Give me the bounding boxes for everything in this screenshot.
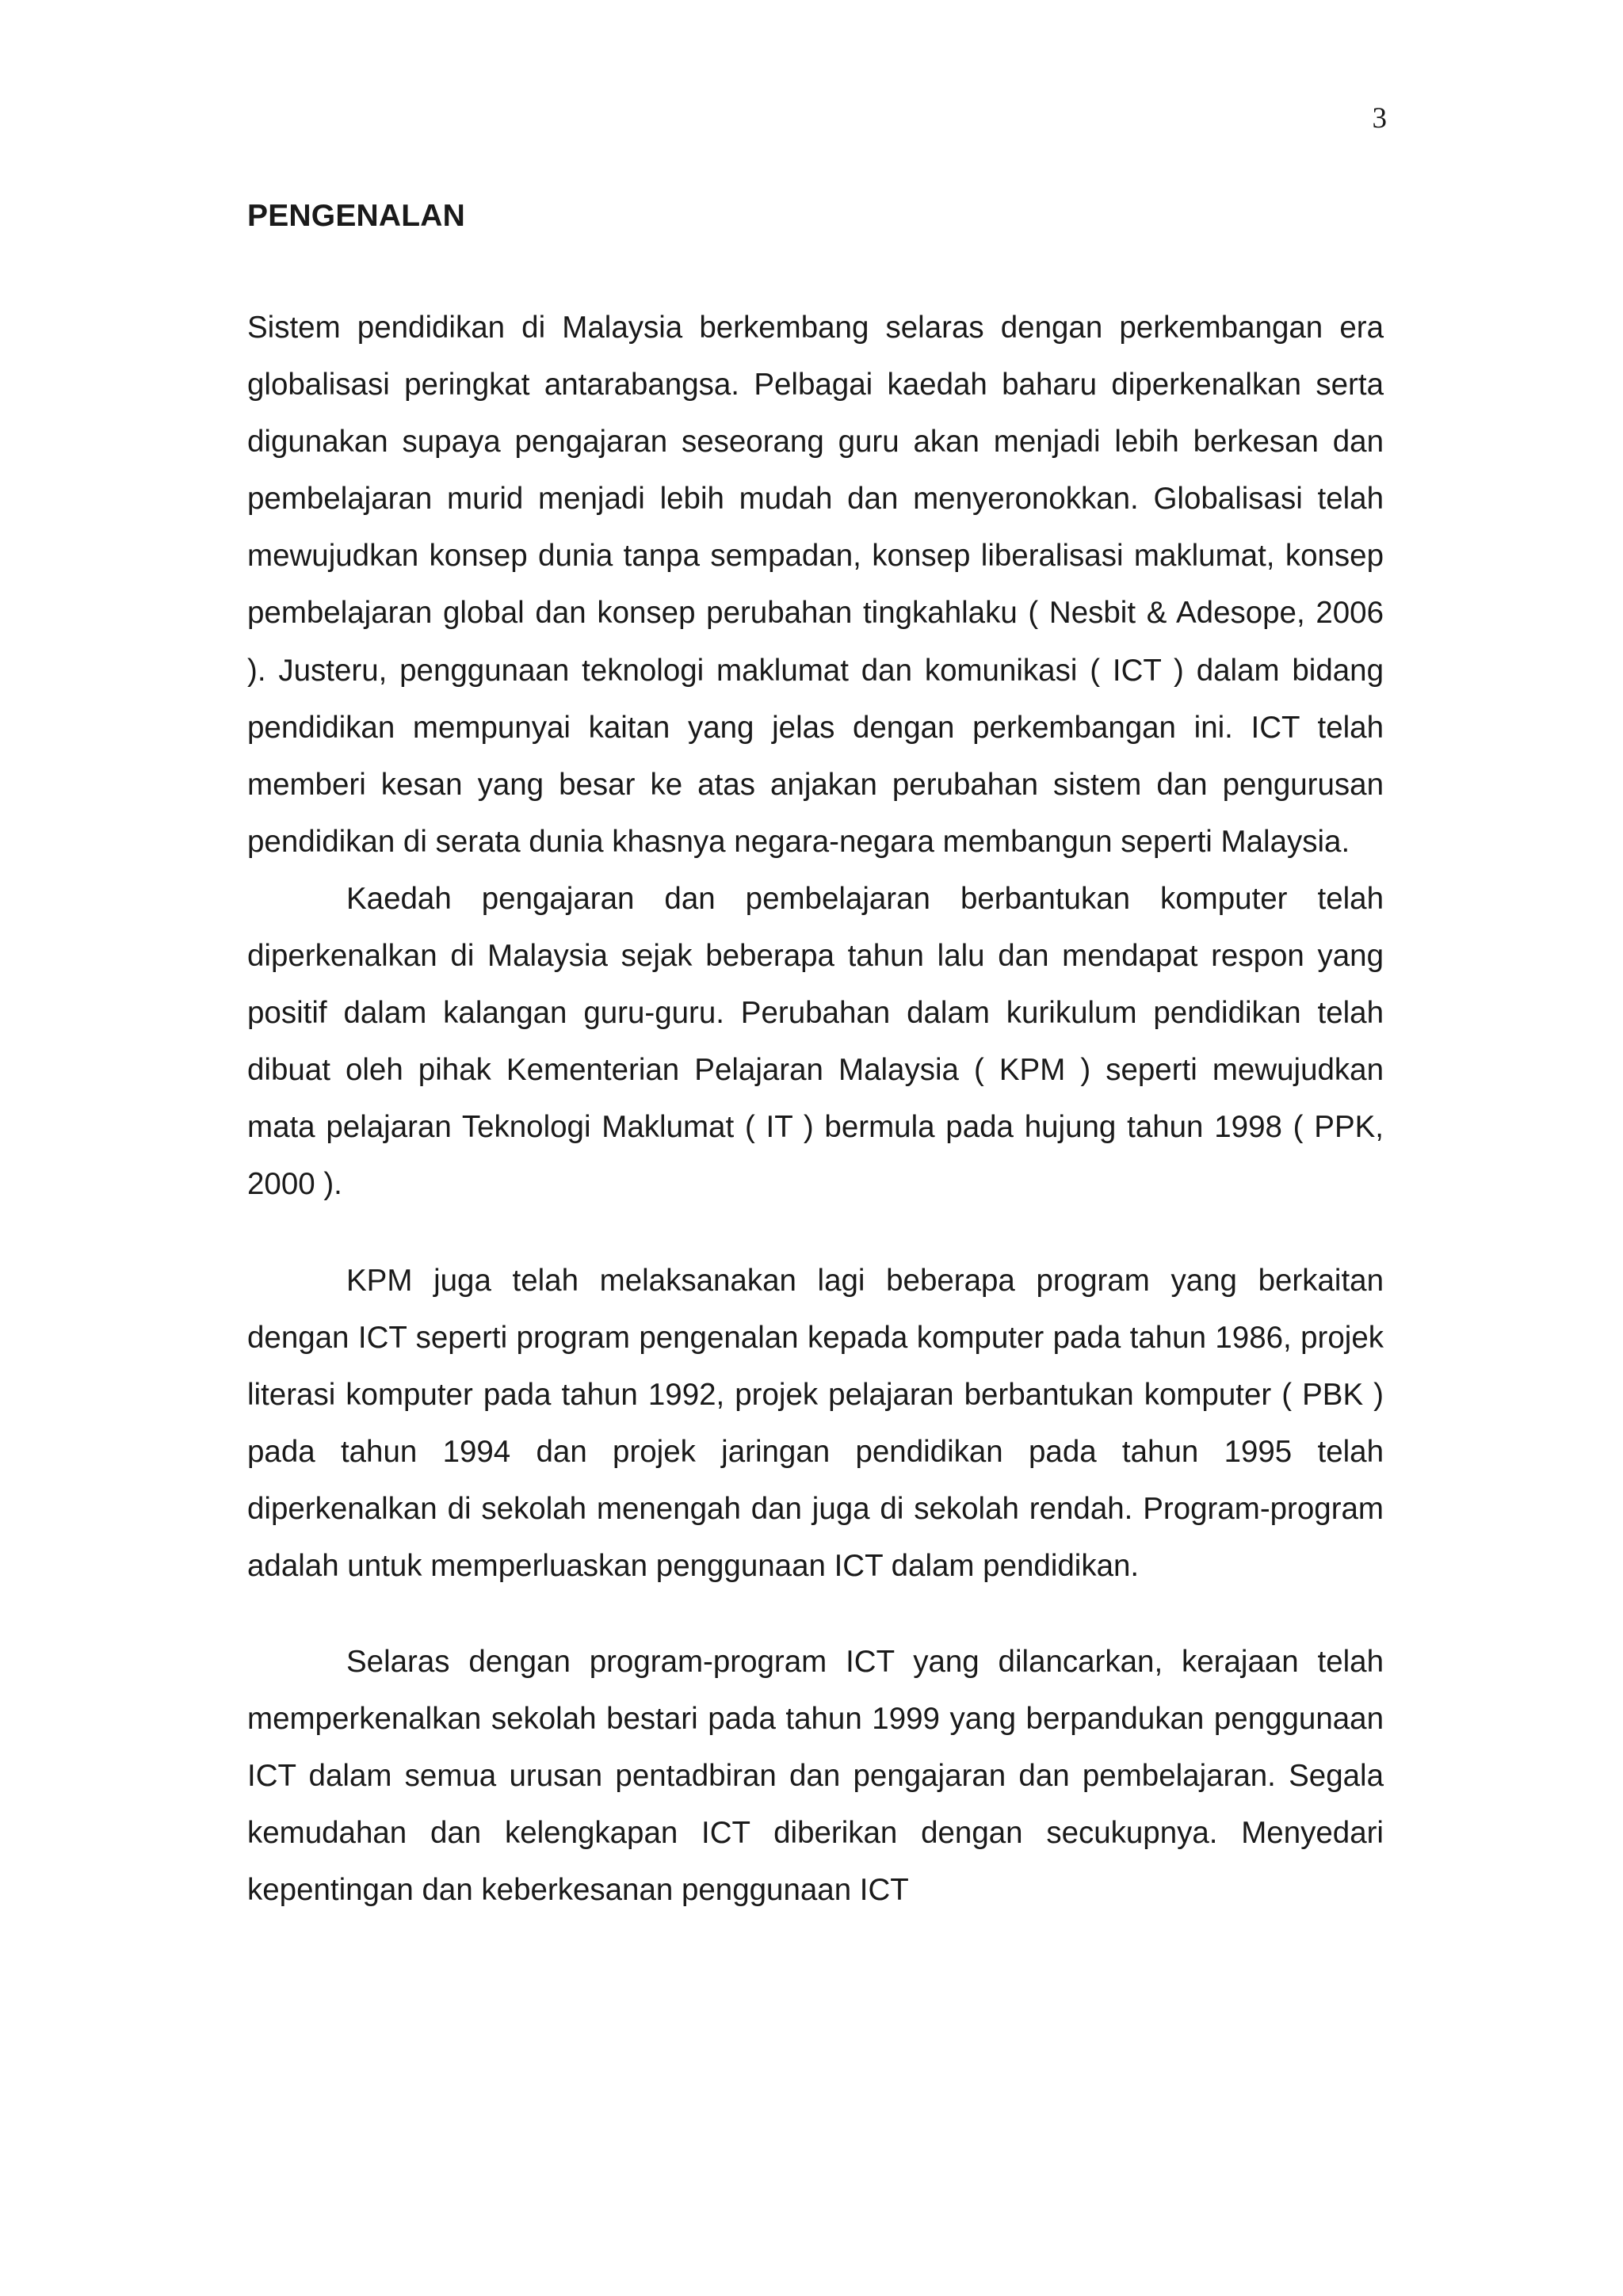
page-number: 3 bbox=[1372, 102, 1387, 135]
paragraph-smart-schools: Selaras dengan program-program ICT yang dilancarkan, kerajaan telah memperkenalkan sekolah bestari pada tahun 1999 yang berpandukan penggunaan ICT dalam semua urusan pentadbiran dan pengajaran dan pembelajaran. Segala kemudahan dan kelengkapan ICT diberikan dengan secukupnya. Menyedari kepentingan dan keberkesanan penggunaan ICT bbox=[247, 1645, 1384, 1908]
section-heading: PENGENALAN bbox=[247, 199, 466, 233]
paragraph-introduction: Sistem pendidikan di Malaysia berkembang selaras dengan perkembangan era globalisasi peringkat antarabangsa. Pelbagai kaedah baharu diperkenalkan serta digunakan supaya pengajaran seseorang guru akan menjadi lebih berkesan dan pembelajaran murid menjadi lebih mudah dan menyeronokkan. Globalisasi telah mewujudkan konsep dunia tanpa sempadan, konsep liberalisasi maklumat, konsep pembelajaran global dan konsep perubahan tingkahlaku ( Nesbit & Adesope, 2006 ). Justeru, penggunaan teknologi maklumat dan komunikasi ( ICT ) dalam bidang pendidikan mempunyai kaitan yang jelas dengan perkembangan ini. ICT telah memberi kesan yang besar ke atas anjakan perubahan sistem dan pengurusan pendidikan di serata dunia khasnya negara-negara membangun seperti Malaysia. bbox=[247, 311, 1384, 859]
paragraph-kpm-programs: KPM juga telah melaksanakan lagi beberapa program yang berkaitan dengan ICT seperti program pengenalan kepada komputer pada tahun 1986, projek literasi komputer pada tahun 1992, projek pelajaran berbantukan komputer ( PBK ) pada tahun 1994 dan projek jaringan pendidikan pada tahun 1995 telah diperkenalkan di sekolah menengah dan juga di sekolah rendah. Program-program adalah untuk memperluaskan penggunaan ICT dalam pendidikan. bbox=[247, 1263, 1384, 1583]
document-body bbox=[247, 194, 1384, 1920]
paragraph-computer-assisted-learning: Kaedah pengajaran dan pembelajaran berbantukan komputer telah diperkenalkan di Malaysia sejak beberapa tahun lalu dan mendapat respon yang positif dalam kalangan guru-guru. Perubahan dalam kurikulum pendidikan telah dibuat oleh pihak Kementerian Pelajaran Malaysia ( KPM ) seperti mewujudkan mata pelajaran Teknologi Maklumat ( IT ) bermula pada hujung tahun 1998 ( PPK, 2000 ). bbox=[247, 881, 1384, 1202]
